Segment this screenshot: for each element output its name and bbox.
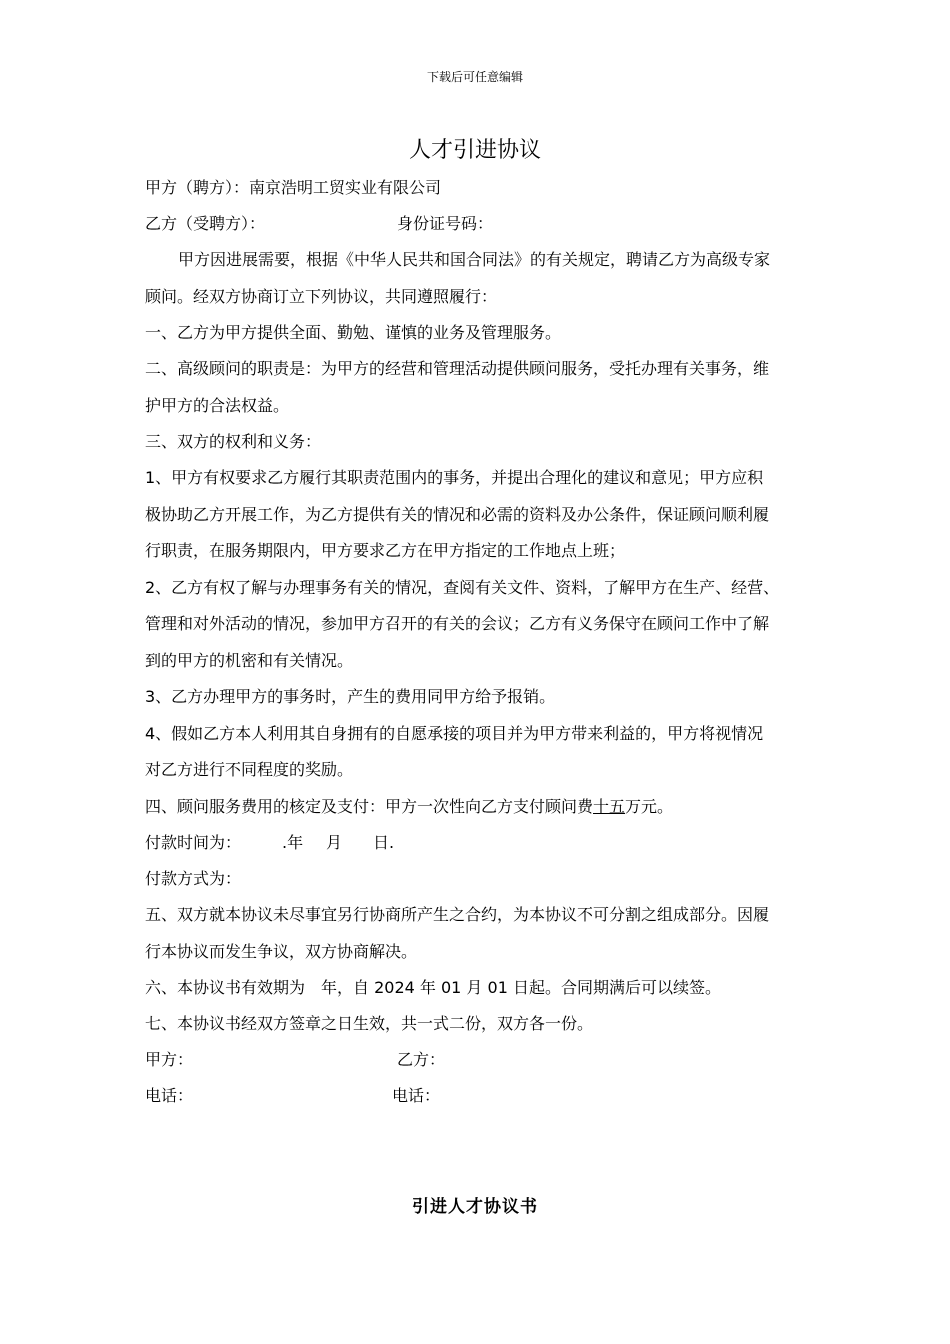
party-a-phone-label: 电话： [145,1086,194,1105]
next-document-title: 引进人才协议书 [412,1197,538,1217]
header-note: 下载后可任意编辑 [426,70,523,84]
clause-6: 六、本协议书有效期为 年，自 2024 年 01 月 01 日起。合同期满后可以续签。 [145,978,721,997]
clause-7: 七、本协议书经双方签章之日生效，共一式二份，双方各一份。 [145,1014,594,1033]
document-title: 人才引进协议 [408,138,541,163]
item-1-line-2: 极协助乙方开展工作，为乙方提供有关的情况和必需的资料及办公条件，保证顾问顺利履 [145,505,770,524]
clause-4 [145,797,673,817]
item-1-line-1: 1、甲方有权要求乙方履行其职责范围内的事务，并提出合理化的建议和意见；甲方应积 [145,468,764,487]
clause-5-line-2: 行本协议而发生争议，双方协商解决。 [145,942,418,961]
party-a-line: 甲方（聘方）：南京浩明工贸实业有限公司 [145,178,442,197]
party-b-phone-label: 电话： [392,1086,441,1105]
party-b-signature-label: 乙方： [397,1050,446,1069]
item-1-line-3: 行职责，在服务期限内，甲方要求乙方在甲方指定的工作地点上班； [145,541,626,560]
item-4-line-1: 4、假如乙方本人利用其自身拥有的自愿承接的项目并为甲方带来利益的，甲方将视情况 [145,724,764,743]
intro-paragraph-line-2: 顾问。经双方协商订立下列协议，共同遵照履行： [145,287,498,306]
clause-4-text: 四、顾问服务费用的核定及支付：甲方一次性向乙方支付顾问费 [145,797,594,816]
fee-amount: 十五 [593,797,626,816]
clause-3-heading: 三、双方的权利和义务： [145,432,322,451]
clause-1: 一、乙方为甲方提供全面、勤勉、谨慎的业务及管理服务。 [145,323,562,342]
party-a-signature-label: 甲方： [145,1050,194,1069]
id-number-label: 身份证号码： [397,214,494,233]
clause-2-line-2: 护甲方的合法权益。 [145,396,290,415]
clause-5-line-1: 五、双方就本协议未尽事宜另行协商所产生之合约，为本协议不可分割之组成部分。因履 [145,905,770,924]
item-2-line-3: 到的甲方的机密和有关情况。 [145,651,354,670]
payment-day: 日. [373,833,395,852]
intro-paragraph-line-1: 甲方因进展需要，根据《中华人民共和国合同法》的有关规定，聘请乙方为高级专家 [178,250,771,269]
payment-method-label: 付款方式为： [145,869,242,888]
payment-year: .年 [282,833,304,852]
payment-month: 月 [326,833,343,852]
item-2-line-1: 2、乙方有权了解与办理事务有关的情况，查阅有关文件、资料，了解甲方在生产、经营、 [145,578,780,597]
item-2-line-2: 管理和对外活动的情况，参加甲方召开的有关的会议；乙方有义务保守在顾问工作中了解 [145,614,770,633]
item-4-line-2: 对乙方进行不同程度的奖励。 [145,760,354,779]
clause-2-line-1: 二、高级顾问的职责是：为甲方的经营和管理活动提供顾问服务，受托办理有关事务，维 [145,359,770,378]
payment-time-label: 付款时间为： [145,833,242,852]
item-3: 3、乙方办理甲方的事务时，产生的费用同甲方给予报销。 [145,687,556,706]
clause-4-unit: 万元。 [625,797,674,816]
party-b-label: 乙方（受聘方）： [145,214,266,233]
